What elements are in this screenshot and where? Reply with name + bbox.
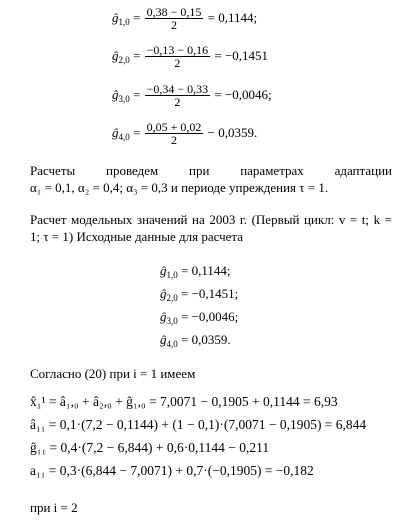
paragraph-according: Согласно (20) при i = 1 имеем — [30, 366, 196, 381]
fraction: $\frac{-0,13 - 0,16}{2}$ — [146, 43, 209, 70]
calc-line-4: a₁₁ = 0,3·(6,844 − 7,0071) + 0,7·(−0,1905) = −0,182 — [30, 463, 314, 478]
source-g20: $ĝ_{2,0} = -0,1451$; — [160, 286, 239, 303]
fraction: $\frac{-0,34 - 0,33}{2}$ — [146, 82, 209, 109]
source-g40: $ĝ_{4,0} = 0,0359$. — [160, 332, 231, 349]
formula-g20: $ĝ_{2,0}$ = $\frac{-0,13 - 0,16}{2}$ = −0,1451 — [112, 43, 269, 70]
formula-g40: $ĝ_{4,0}$ = $\frac{0,05 + 0,02}{2}$ − 0,0359. — [112, 120, 258, 147]
formula-g10: $ĝ_{1,0}$ = $\frac{0,38 - 0,15}{2}$ = 0,1144; — [112, 5, 258, 32]
calc-line-1: x̂₁¹ = â₁,₀ + â₂,₀ + ĝ₁,₀ = 7,0071 − 0,1905 + 0,1144 = 6,93 — [30, 394, 338, 409]
source-g10: $ĝ_{1,0} = 0,1144$; — [160, 263, 231, 280]
paragraph-model-line1: Расчет модельных значений на 2003 г. (Первый цикл: v = t; k = — [30, 212, 392, 227]
formula-g30: $ĝ_{3,0}$ = $\frac{-0,34 - 0,33}{2}$ = −0,0046; — [112, 82, 272, 109]
source-g30: $ĝ_{3,0} = -0,0046$; — [160, 309, 239, 326]
calc-line-2: â₁₁ = 0,1·(7,2 − 0,1144) + (1 − 0,1)·(7,0071 − 0,1905) = 6,844 — [30, 417, 367, 432]
calc-line-3: ĝ₁₁ = 0,4·(7,2 − 6,844) + 0,6·0,1144 − 0,211 — [30, 440, 270, 455]
footer-text: при i = 2 — [30, 500, 78, 515]
paragraph-model-line2: 1; τ = 1) Исходные данные для расчета — [30, 229, 244, 244]
paragraph-adaptation-line1: Расчеты проведем при параметрах адаптации — [30, 163, 392, 178]
fraction: $\frac{0,38 - 0,15}{2}$ — [146, 5, 202, 32]
fraction: $\frac{0,05 + 0,02}{2}$ — [146, 120, 202, 147]
paragraph-adaptation-line2: α₁ = 0,1, α₂ = 0,4; α₃ = 0,3 и периоде упреждения τ = 1. — [30, 180, 329, 195]
